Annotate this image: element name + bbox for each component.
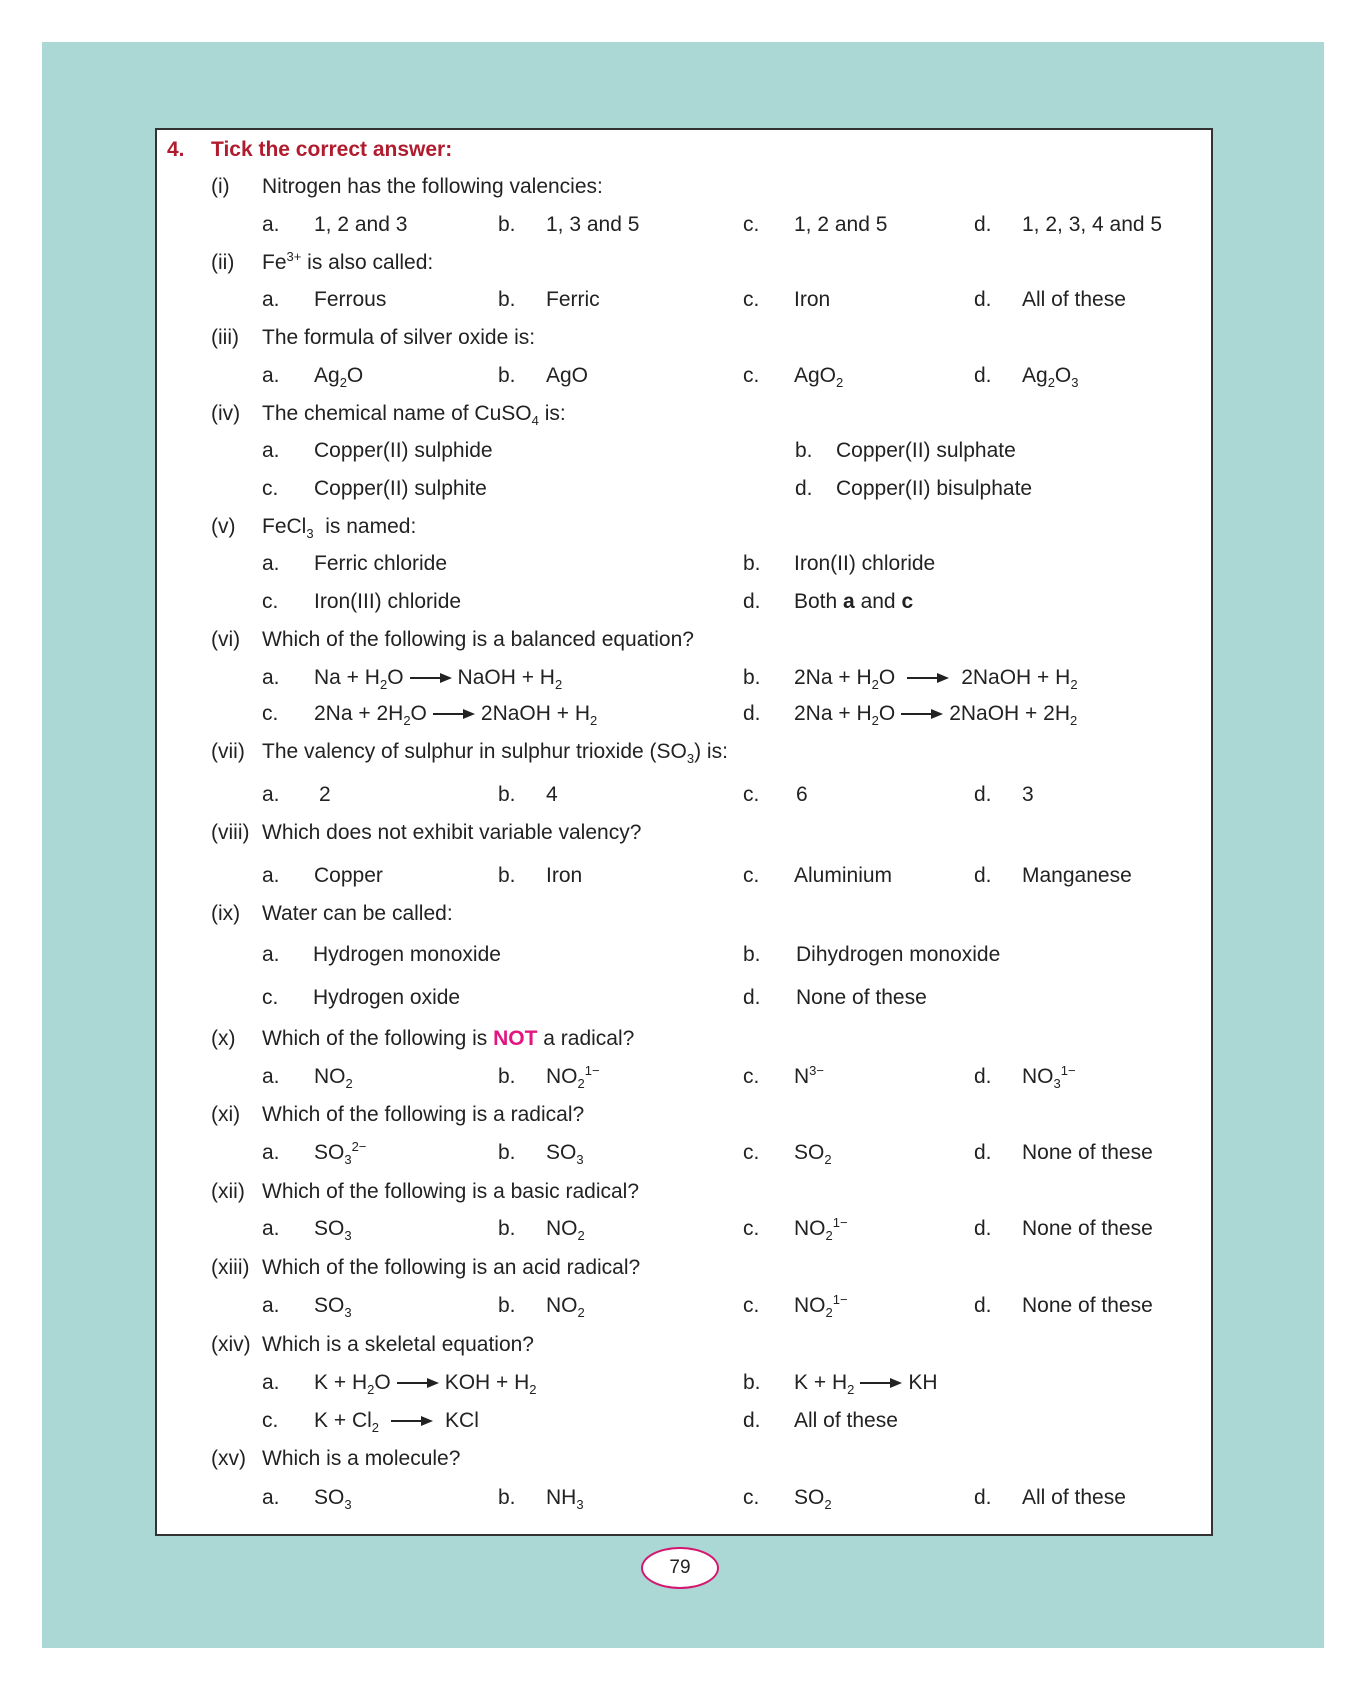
formula-charge: 1− (832, 1292, 848, 1307)
equation-subscript: 2 (1070, 713, 1078, 728)
item-iii-option-c[interactable] (794, 364, 843, 388)
equation-text: O (878, 702, 896, 725)
item-xv-option-b[interactable] (546, 1486, 584, 1510)
item-xiii-letter-c: c. (743, 1294, 760, 1317)
equation-subscript: 2 (403, 713, 411, 728)
stem-text: ) is: (694, 740, 728, 763)
item-iii-letter-c: c. (743, 364, 760, 387)
item-vii-option-c[interactable]: 6 (796, 783, 808, 806)
equation-subscript: 2 (554, 677, 563, 692)
item-vi-option-d[interactable] (794, 702, 1077, 726)
item-v-option-c[interactable]: Iron(III) chloride (314, 590, 462, 613)
item-ix-letter-a: a. (262, 943, 280, 966)
item-v-letter-c: c. (262, 590, 279, 613)
formula-text: AgO (794, 364, 837, 387)
formula-text: NO (794, 1294, 826, 1317)
item-ix-option-d[interactable]: None of these (796, 986, 927, 1009)
item-i-letter-a: a. (262, 213, 280, 236)
item-xv-option-a[interactable] (314, 1486, 352, 1510)
item-vi-letter-c: c. (262, 702, 279, 725)
formula-subscript: 2 (345, 1076, 353, 1091)
equation-text: 2Na + H (794, 702, 872, 725)
item-x-letter-c: c. (743, 1065, 760, 1088)
formula-text: NO (546, 1065, 578, 1088)
item-xiii-option-c[interactable] (794, 1294, 848, 1318)
item-xiv-stem: Which is a skeletal equation? (262, 1333, 534, 1356)
option-text: Both (794, 590, 844, 613)
formula-subscript: 3 (344, 1305, 352, 1320)
item-x-number: (x) (211, 1027, 236, 1050)
item-xiv-letter-c: c. (262, 1409, 279, 1432)
option-text: and (854, 590, 902, 613)
equation-text: 2NaOH + H (480, 702, 591, 725)
right-arrow-icon (860, 1377, 902, 1389)
option-bold-letter: c (901, 590, 914, 613)
item-viii-stem: Which does not exhibit variable valency? (262, 821, 642, 844)
formula-text: NH (546, 1486, 577, 1509)
formula-subscript: 2 (339, 375, 347, 390)
item-x-option-d[interactable] (1022, 1065, 1076, 1089)
formula-charge: 1− (832, 1215, 848, 1230)
formula-text: O (346, 364, 364, 387)
equation-text: KOH + H (444, 1371, 530, 1394)
item-iv-option-c[interactable]: Copper(II) sulphite (314, 477, 487, 500)
equation-text: O (878, 666, 896, 689)
item-vi-option-a[interactable] (314, 666, 562, 690)
page-number: 79 (641, 1547, 719, 1589)
formula-charge: 1− (584, 1063, 600, 1078)
stem-subscript: 4 (531, 413, 539, 428)
item-vii-letter-a: a. (262, 783, 280, 806)
item-xiv-option-c[interactable] (314, 1409, 479, 1433)
formula-subscript: 2 (825, 1228, 833, 1243)
item-i-letter-b: b. (498, 213, 516, 236)
formula-subscript: 2 (577, 1228, 585, 1243)
item-viii-option-a[interactable]: Copper (314, 864, 383, 887)
item-x-option-b[interactable] (546, 1065, 600, 1089)
item-i-letter-d: d. (974, 213, 992, 236)
formula-charge: 3− (809, 1063, 824, 1078)
formula-subscript: 3 (1071, 375, 1079, 390)
item-xiv-number: (xiv) (211, 1333, 251, 1356)
item-ix-letter-c: c. (262, 986, 279, 1009)
item-xi-option-b[interactable] (546, 1141, 584, 1165)
item-vi-letter-d: d. (743, 702, 761, 725)
item-xv-option-d[interactable]: All of these (1022, 1486, 1126, 1509)
stem-text: The valency of sulphur in sulphur trioxide (SO (262, 740, 687, 763)
item-iii-option-b[interactable]: AgO (546, 364, 589, 387)
item-iii-letter-d: d. (974, 364, 992, 387)
equation-text: Na + H (314, 666, 380, 689)
item-xii-option-a[interactable] (314, 1217, 352, 1241)
item-viii-number: (viii) (211, 821, 250, 844)
item-xv-letter-c: c. (743, 1486, 760, 1509)
equation-text: 2Na + H (794, 666, 872, 689)
formula-text: Ag (314, 364, 340, 387)
item-i-number: (i) (211, 175, 230, 198)
item-viii-option-d[interactable]: Manganese (1022, 864, 1132, 887)
formula-text: SO (314, 1141, 345, 1164)
item-v-letter-a: a. (262, 552, 280, 575)
formula-subscript: 2 (825, 1305, 833, 1320)
item-xiii-stem: Which of the following is an acid radical? (262, 1256, 641, 1279)
formula-text: NO (314, 1065, 346, 1088)
item-iv-number: (iv) (211, 402, 241, 425)
item-ii-stem (262, 251, 433, 275)
formula-text: SO (794, 1486, 825, 1509)
stem-text: FeCl (262, 515, 307, 538)
item-xiv-letter-a: a. (262, 1371, 280, 1394)
stem-subscript: 3 (306, 526, 314, 541)
stem-text: Fe (262, 251, 287, 274)
item-ii-letter-c: c. (743, 288, 760, 311)
formula-subscript: 3 (576, 1497, 584, 1512)
item-vii-letter-b: b. (498, 783, 516, 806)
formula-subscript: 3 (576, 1152, 584, 1167)
formula-text: SO (546, 1141, 577, 1164)
item-xv-letter-b: b. (498, 1486, 516, 1509)
item-xv-option-c[interactable] (794, 1486, 832, 1510)
item-vi-option-c[interactable] (314, 702, 597, 726)
item-iv-option-d[interactable]: Copper(II) bisulphate (836, 477, 1033, 500)
item-vii-option-d[interactable]: 3 (1022, 783, 1034, 806)
equation-text: K + H (314, 1371, 368, 1394)
equation-text: NaOH + H (457, 666, 555, 689)
item-v-stem (262, 515, 416, 539)
stem-emphasis: NOT (493, 1027, 538, 1050)
item-x-stem (262, 1027, 634, 1051)
item-vii-letter-c: c. (743, 783, 760, 806)
equation-text: 2NaOH + H (961, 666, 1071, 689)
item-xv-letter-a: a. (262, 1486, 280, 1509)
item-x-letter-b: b. (498, 1065, 516, 1088)
item-xii-stem: Which of the following is a basic radical? (262, 1180, 640, 1203)
item-xi-option-d[interactable]: None of these (1022, 1141, 1153, 1164)
item-xv-stem: Which is a molecule? (262, 1447, 461, 1470)
equation-subscript: 2 (590, 713, 598, 728)
item-vi-number: (vi) (211, 628, 241, 651)
item-xii-letter-a: a. (262, 1217, 280, 1240)
stem-text: a radical? (537, 1027, 635, 1050)
equation-subscript: 2 (1070, 677, 1078, 692)
item-vi-option-b[interactable] (794, 666, 1078, 690)
item-viii-letter-b: b. (498, 864, 516, 887)
item-xi-letter-a: a. (262, 1141, 280, 1164)
item-xiii-letter-a: a. (262, 1294, 280, 1317)
formula-text: O (1054, 364, 1072, 387)
equation-text: K + H (794, 1371, 848, 1394)
item-v-number: (v) (211, 515, 236, 538)
item-iv-letter-b: b. (795, 439, 813, 462)
stem-text: Which of the following is (262, 1027, 494, 1050)
item-viii-option-b[interactable]: Iron (546, 864, 583, 887)
item-xi-number: (xi) (211, 1103, 241, 1126)
item-iii-letter-b: b. (498, 364, 516, 387)
equation-subscript: 2 (871, 677, 879, 692)
item-viii-letter-a: a. (262, 864, 280, 887)
item-ii-letter-b: b. (498, 288, 516, 311)
item-vii-option-b[interactable]: 4 (546, 783, 558, 806)
equation-subscript: 2 (847, 1382, 855, 1397)
item-vi-letter-a: a. (262, 666, 280, 689)
equation-text: 2NaOH + 2H (949, 702, 1071, 725)
formula-text: NO (794, 1217, 826, 1240)
item-xii-letter-b: b. (498, 1217, 516, 1240)
item-x-option-c[interactable] (794, 1065, 824, 1089)
formula-subscript: 2 (1047, 375, 1055, 390)
item-v-option-a[interactable]: Ferric chloride (314, 552, 448, 575)
item-xiv-option-d[interactable]: All of these (794, 1409, 898, 1432)
item-xiii-letter-d: d. (974, 1294, 992, 1317)
item-vii-stem (262, 740, 728, 764)
stem-superscript: 3+ (286, 249, 302, 264)
stem-text: The chemical name of CuSO (262, 402, 532, 425)
item-i-option-c[interactable]: 1, 2 and 5 (794, 213, 888, 236)
item-i-option-b[interactable]: 1, 3 and 5 (546, 213, 640, 236)
item-iv-option-a[interactable]: Copper(II) sulphide (314, 439, 493, 462)
item-ii-option-b[interactable]: Ferric (546, 288, 600, 311)
item-ix-number: (ix) (211, 902, 241, 925)
equation-subscript: 2 (371, 1420, 380, 1435)
item-vii-option-a[interactable]: 2 (319, 783, 331, 806)
item-x-letter-d: d. (974, 1065, 992, 1088)
item-xii-option-b[interactable] (546, 1217, 585, 1241)
formula-subscript: 2 (577, 1076, 585, 1091)
item-xiv-letter-d: d. (743, 1409, 761, 1432)
item-xi-letter-c: c. (743, 1141, 760, 1164)
equation-text: O (410, 702, 427, 725)
equation-text: K + Cl (314, 1409, 372, 1432)
question-heading: Tick the correct answer: (211, 138, 453, 161)
item-iv-stem (262, 402, 566, 426)
item-xiv-option-a[interactable] (314, 1371, 537, 1395)
formula-text: NO (1022, 1065, 1054, 1088)
item-vii-letter-d: d. (974, 783, 992, 806)
stem-text: is named: (313, 515, 417, 538)
formula-charge: 2− (351, 1139, 367, 1154)
equation-subscript: 2 (529, 1382, 537, 1397)
item-viii-letter-c: c. (743, 864, 760, 887)
equation-text: KH (908, 1371, 938, 1394)
item-ii-option-d[interactable]: All of these (1022, 288, 1126, 311)
item-iii-option-a[interactable] (314, 364, 363, 388)
item-viii-option-c[interactable]: Aluminium (794, 864, 893, 887)
item-xiii-letter-b: b. (498, 1294, 516, 1317)
equation-text: 2Na + 2H (314, 702, 404, 725)
formula-text: SO (314, 1486, 345, 1509)
right-arrow-icon (410, 672, 452, 684)
equation-text: O (374, 1371, 391, 1394)
item-xiv-letter-b: b. (743, 1371, 761, 1394)
item-iv-letter-d: d. (795, 477, 813, 500)
item-viii-letter-d: d. (974, 864, 992, 887)
item-vi-stem: Which of the following is a balanced equation? (262, 628, 694, 651)
item-xiii-option-a[interactable] (314, 1294, 352, 1318)
item-iv-letter-c: c. (262, 477, 279, 500)
equation-subscript: 2 (871, 713, 879, 728)
item-xiii-number: (xiii) (211, 1256, 250, 1279)
formula-subscript: 2 (824, 1152, 832, 1167)
item-xii-option-c[interactable] (794, 1217, 848, 1241)
formula-subscript: 2 (836, 375, 844, 390)
item-ii-number: (ii) (211, 251, 235, 274)
item-iv-letter-a: a. (262, 439, 280, 462)
item-xi-letter-b: b. (498, 1141, 516, 1164)
item-iii-number: (iii) (211, 326, 239, 349)
question-number: 4. (167, 138, 185, 161)
item-xiv-option-b[interactable] (794, 1371, 938, 1395)
item-vi-letter-b: b. (743, 666, 761, 689)
right-arrow-icon (901, 708, 943, 720)
option-bold-letter: a (843, 590, 855, 613)
item-xii-number: (xii) (211, 1180, 245, 1203)
item-v-option-b[interactable]: Iron(II) chloride (794, 552, 936, 575)
item-xii-letter-c: c. (743, 1217, 760, 1240)
formula-text: Ag (1022, 364, 1048, 387)
item-i-option-d[interactable]: 1, 2, 3, 4 and 5 (1022, 213, 1163, 236)
item-v-letter-d: d. (743, 590, 761, 613)
exercise-box (155, 128, 1213, 1536)
item-xii-option-d[interactable]: None of these (1022, 1217, 1153, 1240)
right-arrow-icon (433, 708, 475, 720)
formula-subscript: 2 (824, 1497, 832, 1512)
formula-text: NO (546, 1294, 578, 1317)
formula-subscript: 2 (577, 1305, 585, 1320)
formula-subscript: 3 (344, 1228, 352, 1243)
formula-text: SO (314, 1217, 345, 1240)
formula-text: SO (794, 1141, 825, 1164)
item-iii-stem: The formula of silver oxide is: (262, 326, 536, 349)
formula-subscript: 3 (1053, 1076, 1061, 1091)
item-v-option-d[interactable] (794, 590, 913, 614)
equation-text: KCl (445, 1409, 479, 1432)
formula-charge: 1− (1060, 1063, 1076, 1078)
item-xii-letter-d: d. (974, 1217, 992, 1240)
item-ix-stem: Water can be called: (262, 902, 453, 925)
item-i-option-a[interactable]: 1, 2 and 3 (314, 213, 408, 236)
equation-subscript: 2 (379, 677, 388, 692)
right-arrow-icon (907, 672, 949, 684)
formula-text: NO (546, 1217, 578, 1240)
item-vii-number: (vii) (211, 740, 245, 763)
item-v-letter-b: b. (743, 552, 761, 575)
item-xi-stem: Which of the following is a radical? (262, 1103, 585, 1126)
formula-text: SO (314, 1294, 345, 1317)
item-xv-number: (xv) (211, 1447, 246, 1470)
item-ix-option-c[interactable]: Hydrogen oxide (313, 986, 461, 1009)
item-xi-option-c[interactable] (794, 1141, 832, 1165)
stem-text: is also called: (301, 251, 434, 274)
item-iii-letter-a: a. (262, 364, 280, 387)
item-x-option-a[interactable] (314, 1065, 353, 1089)
item-ii-letter-a: a. (262, 288, 280, 311)
stem-text: is: (538, 402, 566, 425)
right-arrow-icon (391, 1415, 433, 1427)
item-ii-option-a[interactable]: Ferrous (314, 288, 387, 311)
formula-subscript: 3 (344, 1152, 352, 1167)
item-xv-letter-d: d. (974, 1486, 992, 1509)
item-xi-letter-d: d. (974, 1141, 992, 1164)
formula-text: N (794, 1065, 810, 1088)
equation-text: O (387, 666, 404, 689)
item-ii-letter-d: d. (974, 288, 992, 311)
formula-subscript: 3 (344, 1497, 352, 1512)
item-ii-option-c[interactable]: Iron (794, 288, 831, 311)
item-ix-option-a[interactable]: Hydrogen monoxide (313, 943, 501, 966)
item-ix-option-b[interactable]: Dihydrogen monoxide (796, 943, 1001, 966)
equation-subscript: 2 (367, 1382, 375, 1397)
item-xi-option-a[interactable] (314, 1141, 366, 1165)
item-ix-letter-d: d. (743, 986, 761, 1009)
item-i-stem: Nitrogen has the following valencies: (262, 175, 603, 198)
item-xiii-option-b[interactable] (546, 1294, 585, 1318)
item-xiii-option-d[interactable]: None of these (1022, 1294, 1153, 1317)
item-iv-option-b[interactable]: Copper(II) sulphate (836, 439, 1016, 462)
right-arrow-icon (397, 1377, 439, 1389)
item-ix-letter-b: b. (743, 943, 761, 966)
item-iii-option-d[interactable] (1022, 364, 1079, 388)
item-i-letter-c: c. (743, 213, 760, 236)
stem-subscript: 3 (686, 751, 695, 766)
item-x-letter-a: a. (262, 1065, 280, 1088)
